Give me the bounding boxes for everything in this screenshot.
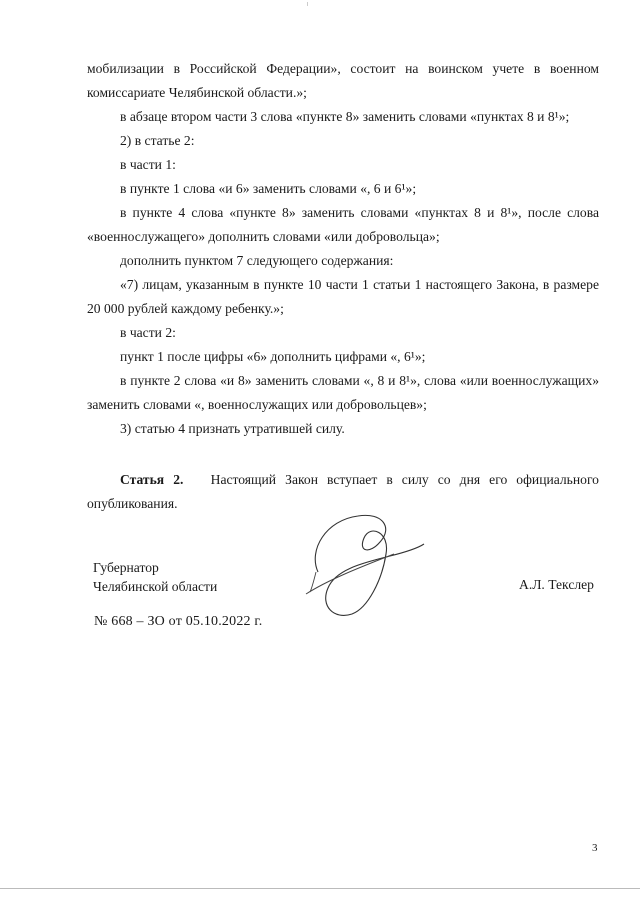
paragraph: пункт 1 после цифры «6» дополнить цифрами «, 6¹»; [120,349,426,364]
article-2 [87,468,599,516]
document-body [87,57,599,441]
paragraph: дополнить пунктом 7 следующего содержания: [120,253,394,268]
article-heading: Статья 2. [120,472,184,487]
law-number: № 668 – ЗО от 05.10.2022 г. [94,614,263,629]
scan-mark [307,2,308,6]
paragraph: в пункте 4 слова «пункте 8» заменить словами «пунктах 8 и 8¹», после слова «военнослужащего» дополнить словами «или добровольца»; [87,205,599,244]
paragraph: в пункте 1 слова «и 6» заменить словами «, 6 и 6¹»; [120,181,417,196]
paragraph: в абзаце втором части 3 слова «пункте 8» заменить словами «пунктах 8 и 8¹»; [120,109,570,124]
signatory-title [93,558,217,596]
handwritten-signature [298,510,428,625]
paragraph: 2) в статье 2: [120,133,195,148]
paragraph: в части 1: [120,157,176,172]
paragraph: «7) лицам, указанным в пункте 10 части 1 статьи 1 настоящего Закона, в размере 20 000 рублей каждому ребенку.»; [87,277,599,316]
signatory-name: А.Л. Текслер [519,577,594,592]
footer-divider [0,888,640,889]
signatory-title-line2: Челябинской области [93,579,218,594]
article-paragraph [87,468,599,516]
paragraph: в части 2: [120,325,176,340]
paragraph: мобилизации в Российской Федерации», состоит на воинском учете в военном комиссариате Челябинской области.»; [87,61,599,100]
paragraph: в пункте 2 слова «и 8» заменить словами «, 8 и 8¹», слова «или военнослужащих» заменить словами «, военнослужащих или добровольцев»; [87,373,599,412]
paragraph: 3) статью 4 признать утратившей силу. [120,421,345,436]
signatory-title-line1: Губернатор [93,560,159,575]
article-text: Настоящий Закон вступает в силу со дня его официального опубликования. [87,472,599,511]
page-number: 3 [592,842,598,854]
